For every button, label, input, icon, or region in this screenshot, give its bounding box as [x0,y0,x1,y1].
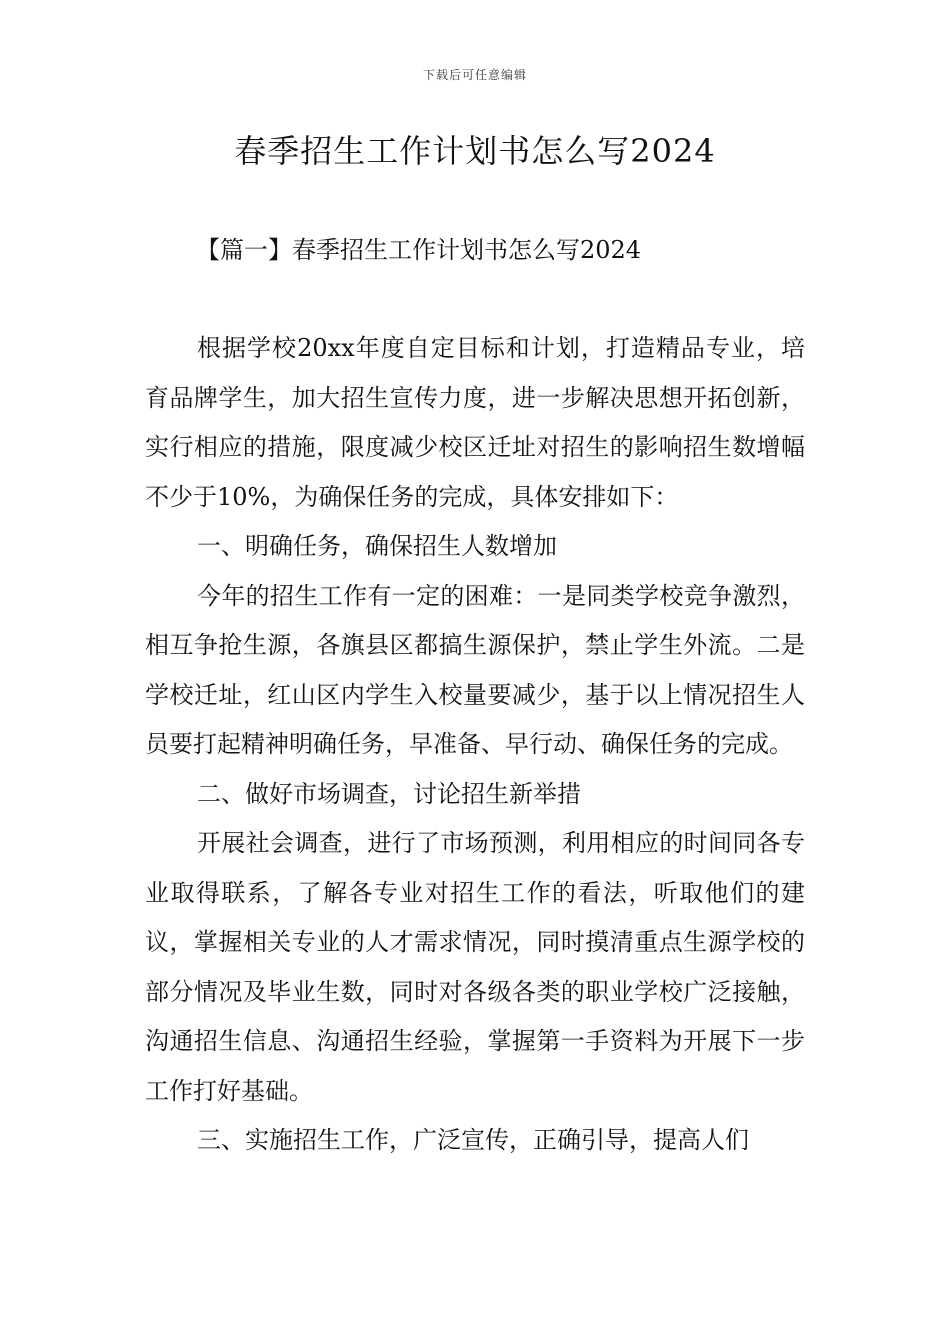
section-title: 【篇一】春季招生工作计划书怎么写2024 [196,236,642,264]
document-body [145,324,805,1166]
header-note: 下载后可任意编辑 [422,68,527,82]
paragraph: 三、实施招生工作，广泛宣传，正确引导，提高人们 [197,1126,749,1154]
paragraph: 二、做好市场调查，讨论招生新举措 [197,779,581,808]
paragraph: 一、明确任务，确保招生人数增加 [197,532,557,560]
paragraph: 今年的招生工作有一定的困难：一是同类学校竞争激烈，相互争抢生源，各旗县区都搞生源保护，禁止学生外流。二是学校迁址，红山区内学生入校量要减少，基于以上情况招生人员要打起精神明确任务，早准备、早行动、确保任务的完成。 [145,581,805,758]
page-title: 春季招生工作计划书怎么写2024 [234,132,716,170]
paragraph: 开展社会调查，进行了市场预测，利用相应的时间同各专业取得联系，了解各专业对招生工作的看法，听取他们的建议，掌握相关专业的人才需求情况，同时摸清重点生源学校的部分情况及毕业生数，同时对各级各类的职业学校广泛接触，沟通招生信息、沟通招生经验，掌握第一手资料为开展下一步工作打好基础。 [145,829,805,1105]
paragraph: 根据学校20xx年度自定目标和计划，打造精品专业，培育品牌学生，加大招生宣传力度，进一步解决思想开拓创新，实行相应的措施，限度减少校区迁址对招生的影响招生数增幅不少于10%，为确保任务的完成，具体安排如下： [145,334,805,511]
